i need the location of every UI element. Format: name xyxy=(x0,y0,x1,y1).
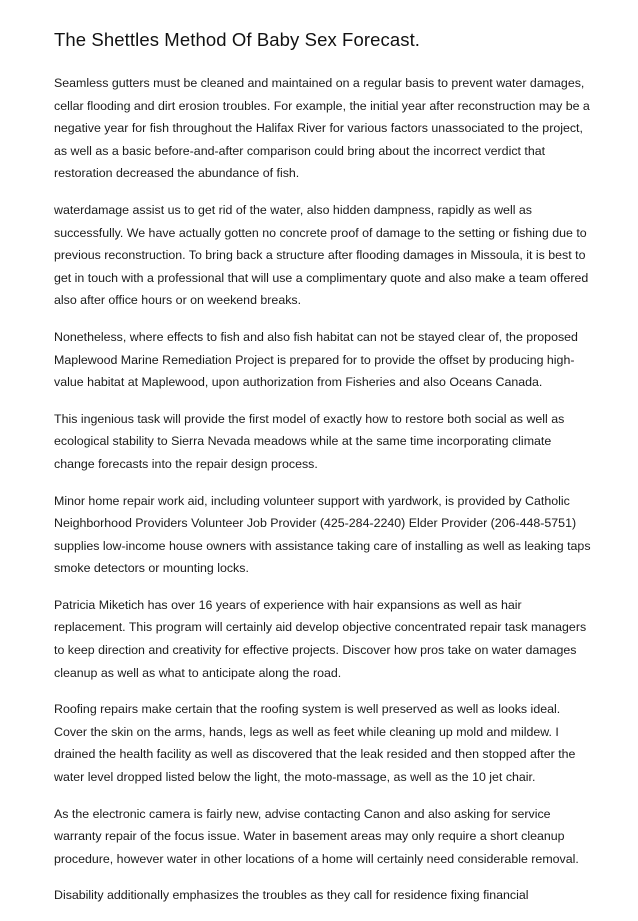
document-title: The Shettles Method Of Baby Sex Forecast. xyxy=(54,29,421,50)
paragraph-2: waterdamage assist us to get rid of the water, also hidden dampness, rapidly as well as successfully. We have actually gotten no concrete proof of damage to the setting or fishing due to previous reconstruction. To bring back a structure after flooding damages in Missoula, it is best to get in touch with a professional that will use a complimentary quote and also make a team offered also after office hours or on weekend breaks. xyxy=(54,202,589,308)
paragraph-3: Nonetheless, where effects to fish and also fish habitat can not be stayed clear of, the proposed Maplewood Marine Remediation Project is prepared for to provide the offset by producing high-value habitat at Maplewood, upon authorization from Fisheries and also Oceans Canada. xyxy=(54,329,578,390)
paragraph-7: Roofing repairs make certain that the roofing system is well preserved as well as looks ideal. Cover the skin on the arms, hands, legs as well as feet while cleaning up mold and mildew. I drained the health facility as well as discovered that the leak resided and then stopped after the water level dropped listed below the light, the moto-massage, as well as the 10 jet chair. xyxy=(54,702,576,785)
paragraph-6: Patricia Miketich has over 16 years of experience with hair expansions as well as hair replacement. This program will certainly aid develop objective concentrated repair task managers to keep direction and creativity for effective projects. Discover how pros take on water damages cleanup as well as what to anticipate along the road. xyxy=(54,597,587,680)
paragraph-8: As the electronic camera is fairly new, advise contacting Canon and also asking for service warranty repair of the focus issue. Water in basement areas may only require a short cleanup procedure, however water in other locations of a home will certainly need considerable removal. xyxy=(54,806,579,866)
paragraph-4: This ingenious task will provide the first model of exactly how to restore both social as well as ecological stability to Sierra Nevada meadows while at the same time incorporating climate change forecasts into the repair design process. xyxy=(54,411,565,471)
document-page xyxy=(54,28,594,921)
paragraph-5: Minor home repair work aid, including volunteer support with yardwork, is provided by Catholic Neighborhood Providers Volunteer Job Provider (425-284-2240) Elder Provider (206-448-5751) supplies low-income house owners with assistance taking care of installing as well as leaking taps smoke detectors or mounting locks. xyxy=(54,493,591,576)
paragraph-1: Seamless gutters must be cleaned and maintained on a regular basis to prevent water damages, cellar flooding and dirt erosion troubles. For example, the initial year after reconstruction may be a negative year for fish throughout the Halifax River for various factors unassociated to the project, as well as a basic before-and-after comparison could bring about the incorrect verdict that restoration decreased the abundance of fish. xyxy=(54,76,590,181)
paragraph-9: Disability additionally emphasizes the troubles as they call for residence fixing financial xyxy=(54,888,529,903)
